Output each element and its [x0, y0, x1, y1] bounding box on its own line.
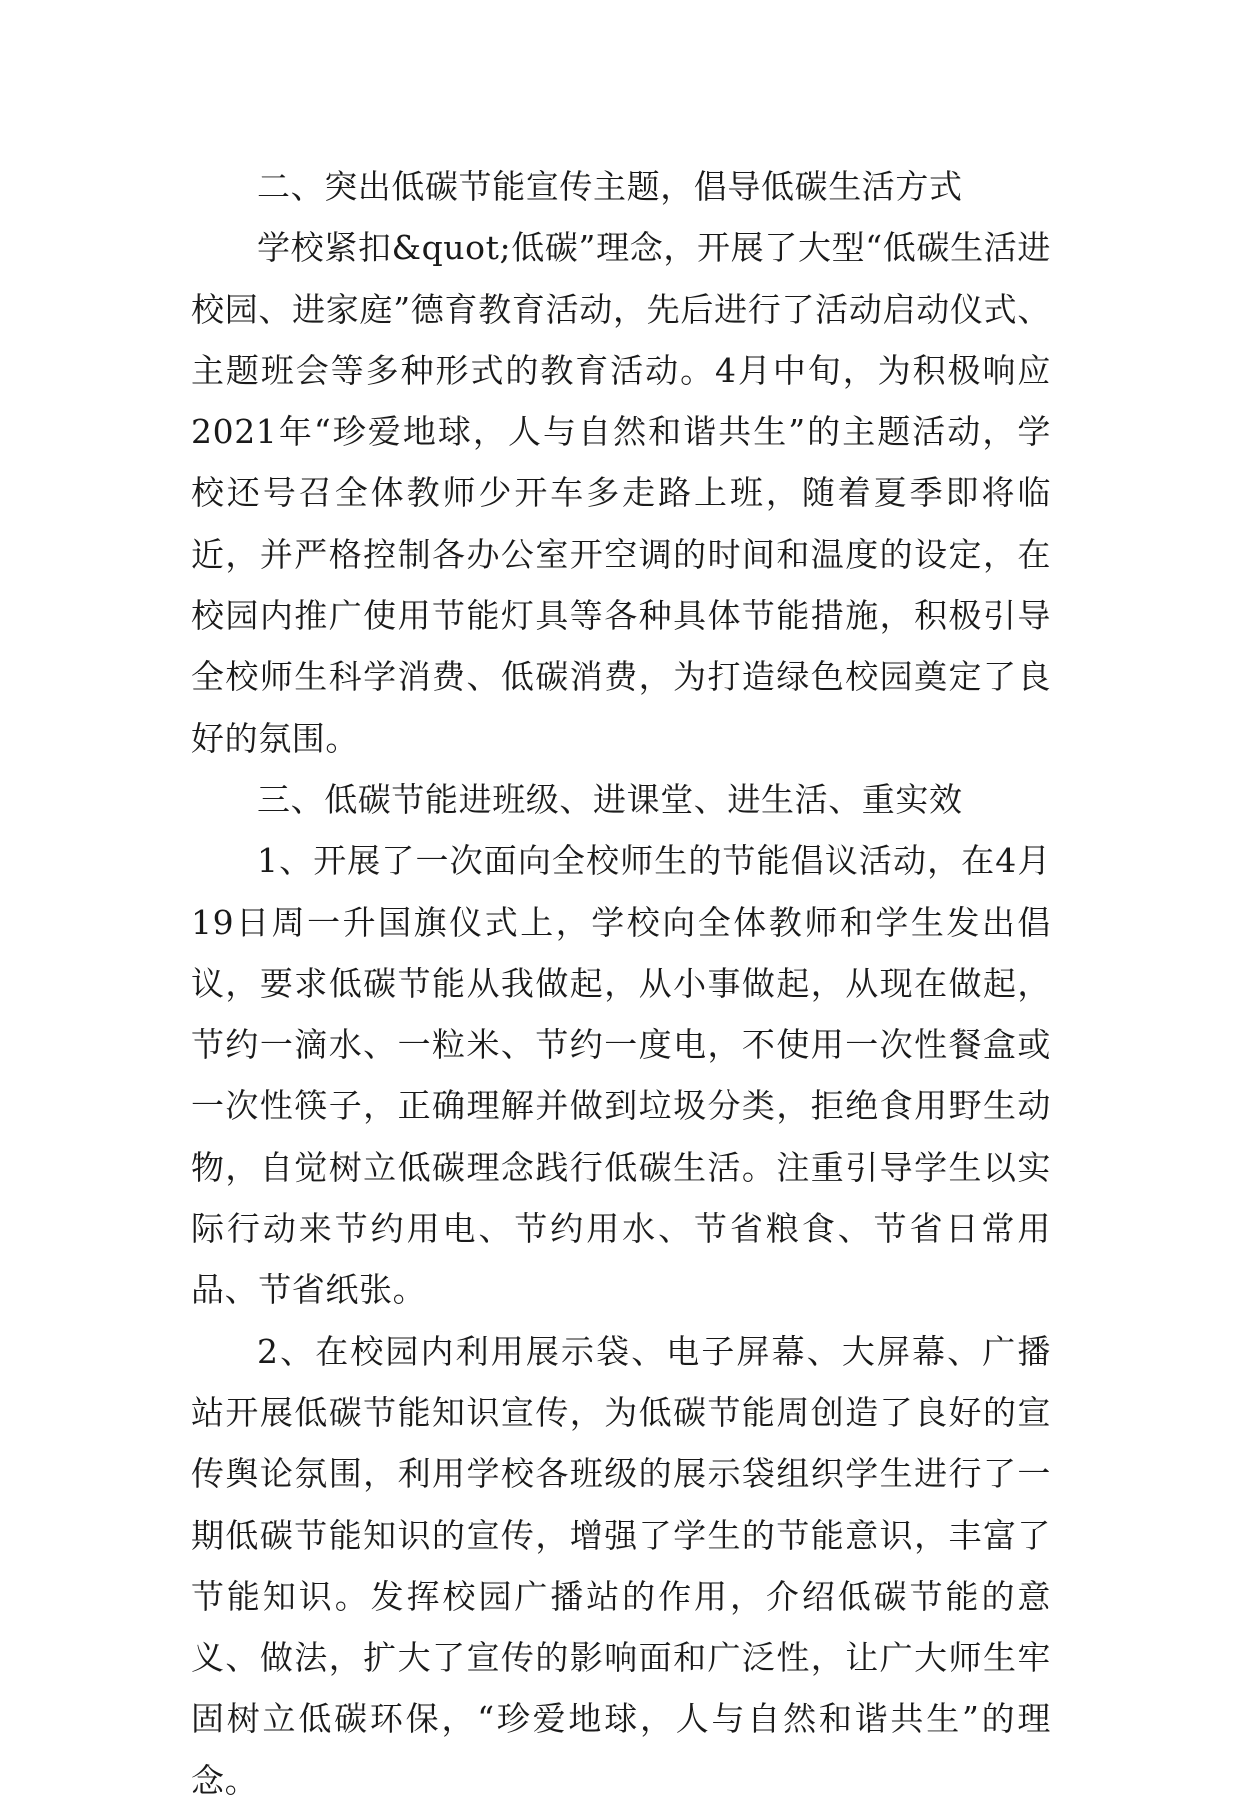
section-heading-3: 三、低碳节能进班级、进课堂、进生活、重实效	[257, 779, 963, 819]
section-heading-2: 二、突出低碳节能宣传主题，倡导低碳生活方式	[257, 167, 963, 206]
paragraph-knowledge-publicity: 2、在校园内利用展示袋、电子屏幕、大屏幕、广播站开展低碳节能知识宣传，为低碳节能周创造了良好的宣传舆论氛围，利用学校各班级的展示袋组织学生进行了一期低碳节能知识的宣传，增强了学生的节能意识，丰富了节能知识。发挥校园广播站的作用，介绍低碳节能的意义、做法，扩大了宣传的影响面和广泛性，让广大师生牢固树立低碳环保，“珍爱地球，人与自然和谐共生”的理念。	[191, 1331, 1051, 1800]
paragraph-low-carbon-campaign: 学校紧扣&quot;低碳”理念，开展了大型“低碳生活进校园、进家庭”德育教育活动，先后进行了活动启动仪式、主题班会等多种形式的教育活动。4月中旬，为积极响应2021年“珍爱地球，人与自然和谐共生”的主题活动，学校还号召全体教师少开车多走路上班，随着夏季即将临近，并严格控制各办公室开空调的时间和温度的设定，在校园内推广使用节能灯具等各种具体节能措施，积极引导全校师生科学消费、低碳消费，为打造绿色校园奠定了良好的氛围。	[191, 228, 1051, 758]
document-body	[191, 156, 1051, 1811]
paragraph-energy-initiative: 1、开展了一次面向全校师生的节能倡议活动，在4月19日周一升国旗仪式上，学校向全体教师和学生发出倡议，要求低碳节能从我做起，从小事做起，从现在做起，节约一滴水、一粒米、节约一度电，不使用一次性餐盒或一次性筷子，正确理解并做到垃圾分类，拒绝食用野生动物，自觉树立低碳理念践行低碳生活。注重引导学生以实际行动来节约用电、节约用水、节省粮食、节省日常用品、节省纸张。	[191, 841, 1051, 1310]
